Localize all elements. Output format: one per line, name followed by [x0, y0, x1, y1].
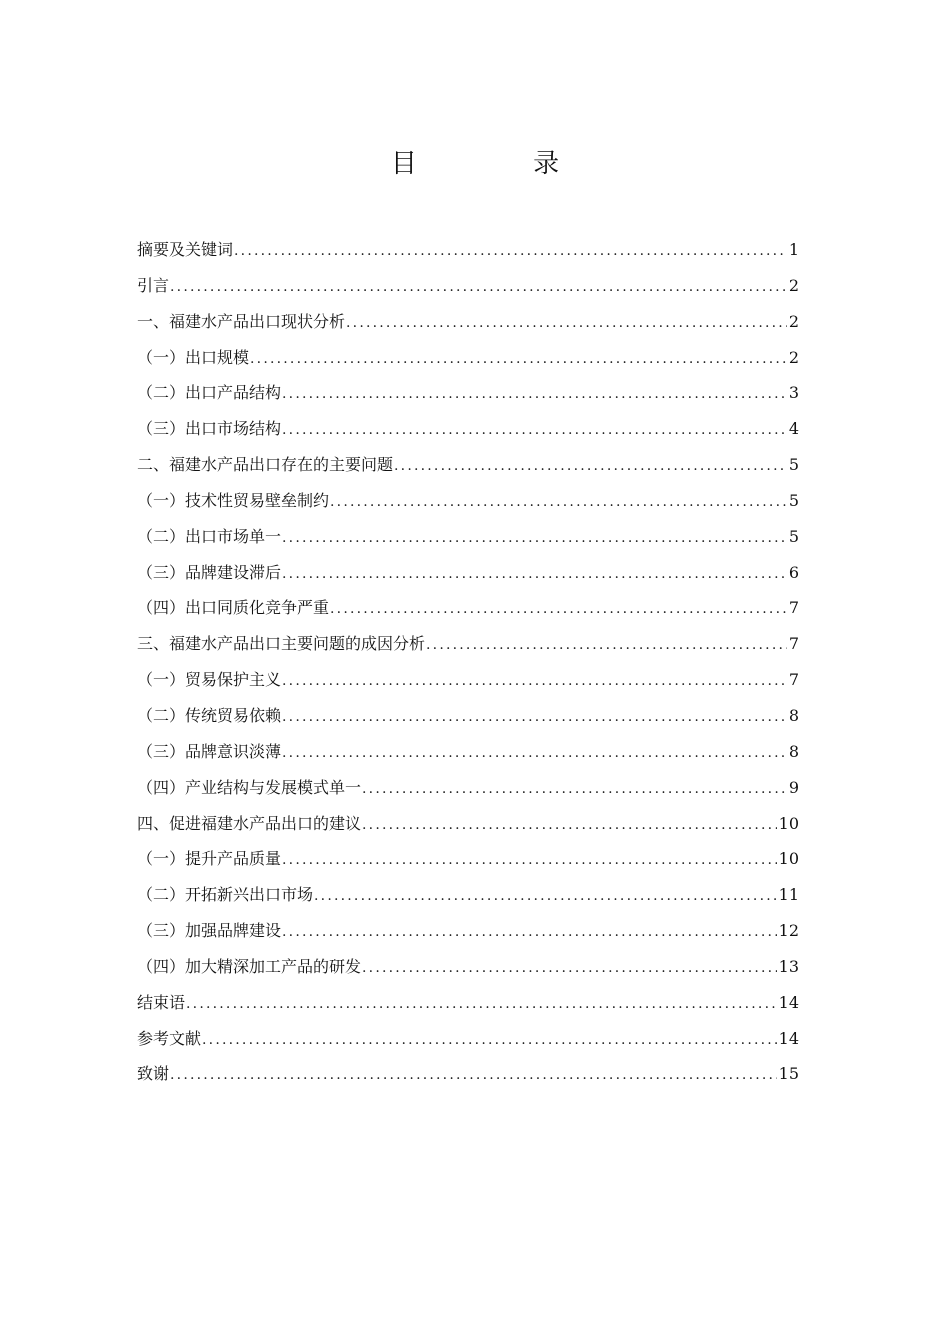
toc-entry[interactable]: [137, 1021, 799, 1057]
toc-entry-page-number: 10: [778, 849, 799, 869]
toc-entry[interactable]: [137, 841, 799, 877]
toc-entry[interactable]: [137, 1056, 799, 1092]
toc-leader-dots: [282, 736, 787, 772]
toc-leader-dots: [330, 485, 787, 521]
toc-leader-dots: [186, 987, 777, 1023]
toc-entry-label: （三）品牌意识淡薄: [137, 741, 282, 761]
toc-leader-dots: [282, 843, 777, 879]
toc-entry-label: 参考文献: [137, 1028, 202, 1048]
toc-entry-page-number: 2: [788, 347, 799, 367]
toc-leader-dots: [282, 521, 787, 557]
toc-entry-page-number: 5: [788, 526, 799, 546]
toc-leader-dots: [202, 1023, 777, 1059]
toc-entry-page-number: 5: [788, 490, 799, 510]
toc-entry-label: （二）出口产品结构: [137, 383, 282, 403]
toc-entry-page-number: 12: [778, 921, 799, 941]
toc-entry-label: 摘要及关键词: [137, 240, 234, 259]
toc-entry-page-number: 10: [778, 813, 799, 833]
toc-entry-page-number: 6: [788, 562, 799, 582]
toc-leader-dots: [282, 915, 777, 951]
page-title: 目 录: [390, 149, 614, 179]
toc-entry-label: （二）出口市场单一: [137, 526, 282, 546]
toc-entry[interactable]: [137, 806, 799, 842]
toc-leader-dots: [330, 592, 787, 628]
toc-entry[interactable]: [137, 447, 799, 483]
toc-leader-dots: [170, 1058, 777, 1094]
toc-entry-label: （四）产业结构与发展模式单一: [137, 777, 362, 797]
toc-entry-page-number: 5: [788, 455, 799, 475]
toc-entry-label: （四）出口同质化竞争严重: [137, 598, 330, 618]
toc-entry[interactable]: [137, 304, 799, 340]
toc-entry[interactable]: [137, 734, 799, 770]
toc-entry[interactable]: [137, 985, 799, 1021]
toc-leader-dots: [170, 270, 787, 306]
toc-entry-label: （三）加强品牌建设: [137, 921, 282, 941]
toc-entry[interactable]: [137, 913, 799, 949]
toc-entry[interactable]: [137, 375, 799, 411]
toc-entry-label: （一）贸易保护主义: [137, 670, 282, 690]
toc-entry-page-number: 15: [778, 1064, 799, 1084]
toc-entry[interactable]: [137, 519, 799, 555]
toc-leader-dots: [234, 234, 787, 270]
toc-entry-label: 二、福建水产品出口存在的主要问题: [137, 455, 394, 475]
toc-entry-page-number: 14: [778, 1028, 799, 1048]
toc-entry-label: （一）提升产品质量: [137, 849, 282, 869]
toc-leader-dots: [282, 413, 787, 449]
toc-entry-label: 三、福建水产品出口主要问题的成因分析: [137, 634, 426, 654]
toc-leader-dots: [250, 342, 787, 378]
toc-leader-dots: [362, 951, 777, 987]
toc-entry-page-number: 4: [788, 419, 799, 439]
toc-entry-page-number: 9: [788, 777, 799, 797]
toc-leader-dots: [314, 879, 777, 915]
toc-leader-dots: [362, 772, 787, 808]
toc-entry-label: （一）技术性贸易壁垒制约: [137, 490, 330, 510]
toc-entry-page-number: 8: [788, 705, 799, 725]
toc-leader-dots: [362, 808, 777, 844]
toc-leader-dots: [394, 449, 787, 485]
toc-entry-label: 四、促进福建水产品出口的建议: [137, 813, 362, 833]
toc-entry-label: 结束语: [137, 992, 186, 1012]
toc-entry-label: （三）出口市场结构: [137, 419, 282, 439]
toc-entry[interactable]: [137, 949, 799, 985]
toc-leader-dots: [282, 377, 787, 413]
toc-entry-page-number: 1: [788, 240, 799, 259]
toc-entry[interactable]: [137, 340, 799, 376]
toc-entry-page-number: 7: [788, 634, 799, 654]
table-of-contents: [137, 232, 799, 1092]
toc-leader-dots: [346, 306, 787, 342]
toc-entry-page-number: 7: [788, 598, 799, 618]
toc-entry-page-number: 2: [788, 275, 799, 295]
toc-entry-page-number: 7: [788, 670, 799, 690]
toc-entry[interactable]: [137, 411, 799, 447]
toc-entry[interactable]: [137, 268, 799, 304]
toc-entry-label: 一、福建水产品出口现状分析: [137, 311, 346, 331]
toc-entry-label: （三）品牌建设滞后: [137, 562, 282, 582]
toc-leader-dots: [282, 664, 787, 700]
toc-entry-label: （二）传统贸易依赖: [137, 705, 282, 725]
toc-entry-label: （一）出口规模: [137, 347, 250, 367]
toc-entry-page-number: 11: [778, 885, 799, 905]
toc-entry-label: （二）开拓新兴出口市场: [137, 885, 314, 905]
toc-entry-page-number: 8: [788, 741, 799, 761]
toc-entry[interactable]: [137, 698, 799, 734]
toc-entry-page-number: 3: [788, 383, 799, 403]
toc-entry[interactable]: [137, 626, 799, 662]
toc-entry[interactable]: [137, 590, 799, 626]
toc-entry-page-number: 2: [788, 311, 799, 331]
toc-entry[interactable]: [137, 555, 799, 591]
toc-leader-dots: [282, 557, 787, 593]
toc-entry[interactable]: [137, 662, 799, 698]
toc-entry-page-number: 14: [778, 992, 799, 1012]
toc-entry-label: 致谢: [137, 1064, 170, 1084]
toc-entry-label: （四）加大精深加工产品的研发: [137, 956, 362, 976]
toc-entry[interactable]: [137, 770, 799, 806]
toc-entry[interactable]: [137, 232, 799, 268]
toc-leader-dots: [282, 700, 787, 736]
toc-leader-dots: [426, 628, 787, 664]
toc-entry-page-number: 13: [778, 956, 799, 976]
toc-entry-label: 引言: [137, 275, 170, 295]
toc-entry[interactable]: [137, 877, 799, 913]
toc-entry[interactable]: [137, 483, 799, 519]
